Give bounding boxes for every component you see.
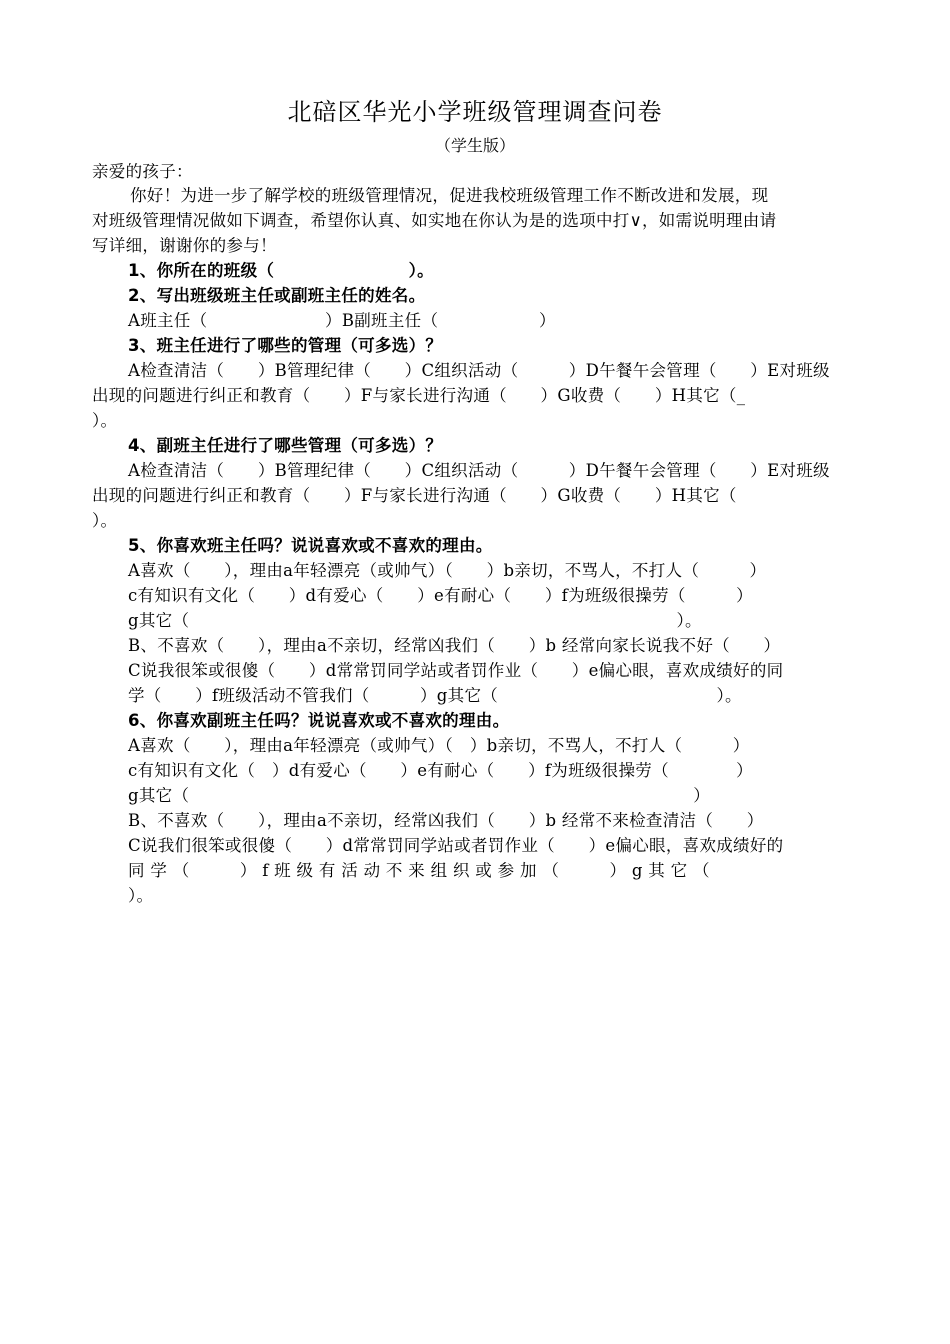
question-4: 4、副班主任进行了哪些管理（可多选）？ [128, 436, 443, 455]
greeting: 亲爱的孩子： [92, 162, 193, 181]
question-6-option-line: g其它（ ） [128, 786, 711, 805]
question-1: 1、你所在的班级（ ）。 [128, 261, 434, 280]
question-3-option-line: A检查清洁（ ）B管理纪律（ ）C组织活动（ ）D午餐午会管理（ ）E对班级 [128, 361, 830, 380]
question-6-option-line: C说我们很笨或很傻（ ）d常常罚同学站或者罚作业（ ）e偏心眼，喜欢成绩好的 [128, 836, 784, 855]
question-3: 3、班主任进行了哪些的管理（可多选）？ [128, 336, 443, 355]
intro-line: 写详细，谢谢你的参与！ [92, 236, 277, 255]
question-4-option-line: 出现的问题进行纠正和教育（ ）F与家长进行沟通（ ）G收费（ ）H其它（ [92, 486, 737, 505]
intro-line: 对班级管理情况做如下调查，希望你认真、如实地在你认为是的选项中打∨，如需说明理由请 [92, 211, 777, 230]
page-subtitle: （学生版） [434, 136, 515, 155]
question-5-option-line: g其它（ ）。 [128, 611, 702, 630]
question-6-option-line: ）。 [128, 886, 154, 905]
question-2-answer-line: A班主任（ ）B副班主任（ ） [128, 311, 556, 330]
page-title: 北碚区华光小学班级管理调查问卷 [287, 98, 663, 126]
question-3-option-line: 出现的问题进行纠正和教育（ ）F与家长进行沟通（ ）G收费（ ）H其它（_ [92, 386, 746, 405]
intro-line: 你好！为进一步了解学校的班级管理情况，促进我校班级管理工作不断改进和发展，现 [130, 186, 769, 205]
question-3-option-line: ）。 [92, 411, 118, 430]
question-5-option-line: 学（ ）f班级活动不管我们（ ）g其它（ ）。 [128, 686, 742, 705]
question-6-option-line: 同 学 （ ） f 班 级 有 活 动 不 来 组 织 或 参 加 （ ） g 其 它 （ [128, 861, 710, 880]
question-5-option-line: B、不喜欢（ ），理由a不亲切，经常凶我们（ ）b 经常向家长说我不好（ ） [128, 636, 781, 655]
question-6-option-line: c有知识有文化（ ）d有爱心（ ）e有耐心（ ）f为班级很操劳（ ） [128, 761, 753, 780]
question-4-option-line: A检查清洁（ ）B管理纪律（ ）C组织活动（ ）D午餐午会管理（ ）E对班级 [128, 461, 830, 480]
question-5-option-line: c有知识有文化（ ）d有爱心（ ）e有耐心（ ）f为班级很操劳（ ） [128, 586, 753, 605]
question-5-option-line: C说我很笨或很傻（ ）d常常罚同学站或者罚作业（ ）e偏心眼，喜欢成绩好的同 [128, 661, 784, 680]
question-6-option-line: B、不喜欢（ ），理由a不亲切，经常凶我们（ ）b 经常不来检查清洁（ ） [128, 811, 764, 830]
question-5: 5、你喜欢班主任吗？说说喜欢或不喜欢的理由。 [128, 536, 493, 555]
question-2: 2、写出班级班主任或副班主任的姓名。 [128, 286, 426, 305]
question-5-option-line: A喜欢（ ），理由a年轻漂亮（或帅气）（ ）b亲切，不骂人，不打人（ ） [128, 561, 767, 580]
question-6-option-line: A喜欢（ ），理由a年轻漂亮（或帅气）（ ）b亲切，不骂人，不打人（ ） [128, 736, 750, 755]
question-6: 6、你喜欢副班主任吗？说说喜欢或不喜欢的理由。 [128, 711, 510, 730]
question-4-option-line: ）。 [92, 511, 118, 530]
